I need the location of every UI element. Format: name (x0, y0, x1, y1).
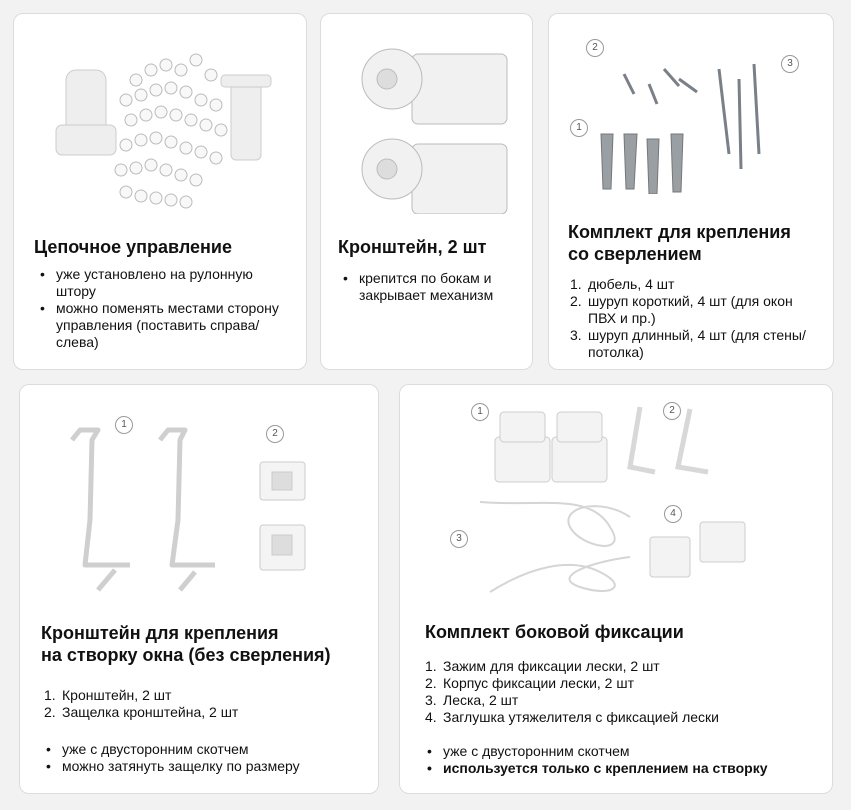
list-item: 4. Заглушка утяжелителя с фиксацией лески (425, 709, 719, 725)
side-fixation-items (425, 658, 825, 726)
sash-bracket-image (50, 420, 340, 600)
marker-1: 1 (471, 403, 489, 421)
list-item: • уже с двусторонним скотчем (425, 743, 835, 760)
marker-2: 2 (266, 425, 284, 443)
sash-bracket-items (44, 687, 364, 721)
list-item: 3. шуруп длинный, 4 шт (для стены/потолка) (570, 327, 806, 360)
list-item: • можно затянуть защелку по размеру (44, 758, 364, 775)
card-side-fixation (399, 384, 833, 794)
list-item: 2. Защелка кронштейна, 2 шт (44, 704, 239, 720)
drill-kit-title-line1: Комплект для крепления (568, 222, 791, 242)
screws-image (579, 54, 819, 194)
bracket-image (337, 34, 517, 214)
drill-kit-items (570, 276, 810, 361)
card-drill-kit (548, 13, 834, 370)
sash-bracket-bullets (44, 741, 364, 775)
marker-1: 1 (570, 119, 588, 137)
bracket-bullets (341, 270, 516, 304)
card-bracket (320, 13, 533, 370)
sash-bracket-title-line2: на створку окна (без сверления) (41, 645, 331, 665)
side-fixation-title: Комплект боковой фиксации (425, 622, 684, 642)
chain-control-title: Цепочное управление (34, 237, 232, 257)
list-item: • уже установлено на рулонную штору (38, 266, 288, 300)
marker-3: 3 (450, 530, 468, 548)
marker-4: 4 (664, 505, 682, 523)
list-item: • можно поменять местами сторону управления (поставить справа/слева) (38, 300, 288, 351)
list-item: 1. Зажим для фиксации лески, 2 шт (425, 658, 660, 674)
marker-1: 1 (115, 416, 133, 434)
list-item: • используется только с креплением на створку (425, 760, 835, 777)
card-chain-control (13, 13, 307, 370)
marker-2: 2 (663, 402, 681, 420)
marker-3: 3 (781, 55, 799, 73)
list-item: • крепится по бокам и закрывает механизм (341, 270, 516, 304)
list-item: 3. Леска, 2 шт (425, 692, 519, 708)
marker-2: 2 (586, 39, 604, 57)
list-item: 1. Кронштейн, 2 шт (44, 687, 172, 703)
chain-control-image (26, 20, 296, 220)
list-item: • уже с двусторонним скотчем (44, 741, 364, 758)
sash-bracket-title-line1: Кронштейн для крепления (41, 623, 279, 643)
chain-control-bullets (38, 266, 288, 351)
side-fixation-image (430, 397, 810, 612)
list-item: 1. дюбель, 4 шт (570, 276, 675, 292)
bracket-title: Кронштейн, 2 шт (338, 237, 487, 257)
list-item: 2. Корпус фиксации лески, 2 шт (425, 675, 634, 691)
card-sash-bracket (19, 384, 379, 794)
side-fixation-bullets (425, 743, 835, 777)
list-item: 2. шуруп короткий, 4 шт (для окон ПВХ и пр.) (570, 293, 793, 326)
drill-kit-title-line2: со сверлением (568, 244, 702, 264)
